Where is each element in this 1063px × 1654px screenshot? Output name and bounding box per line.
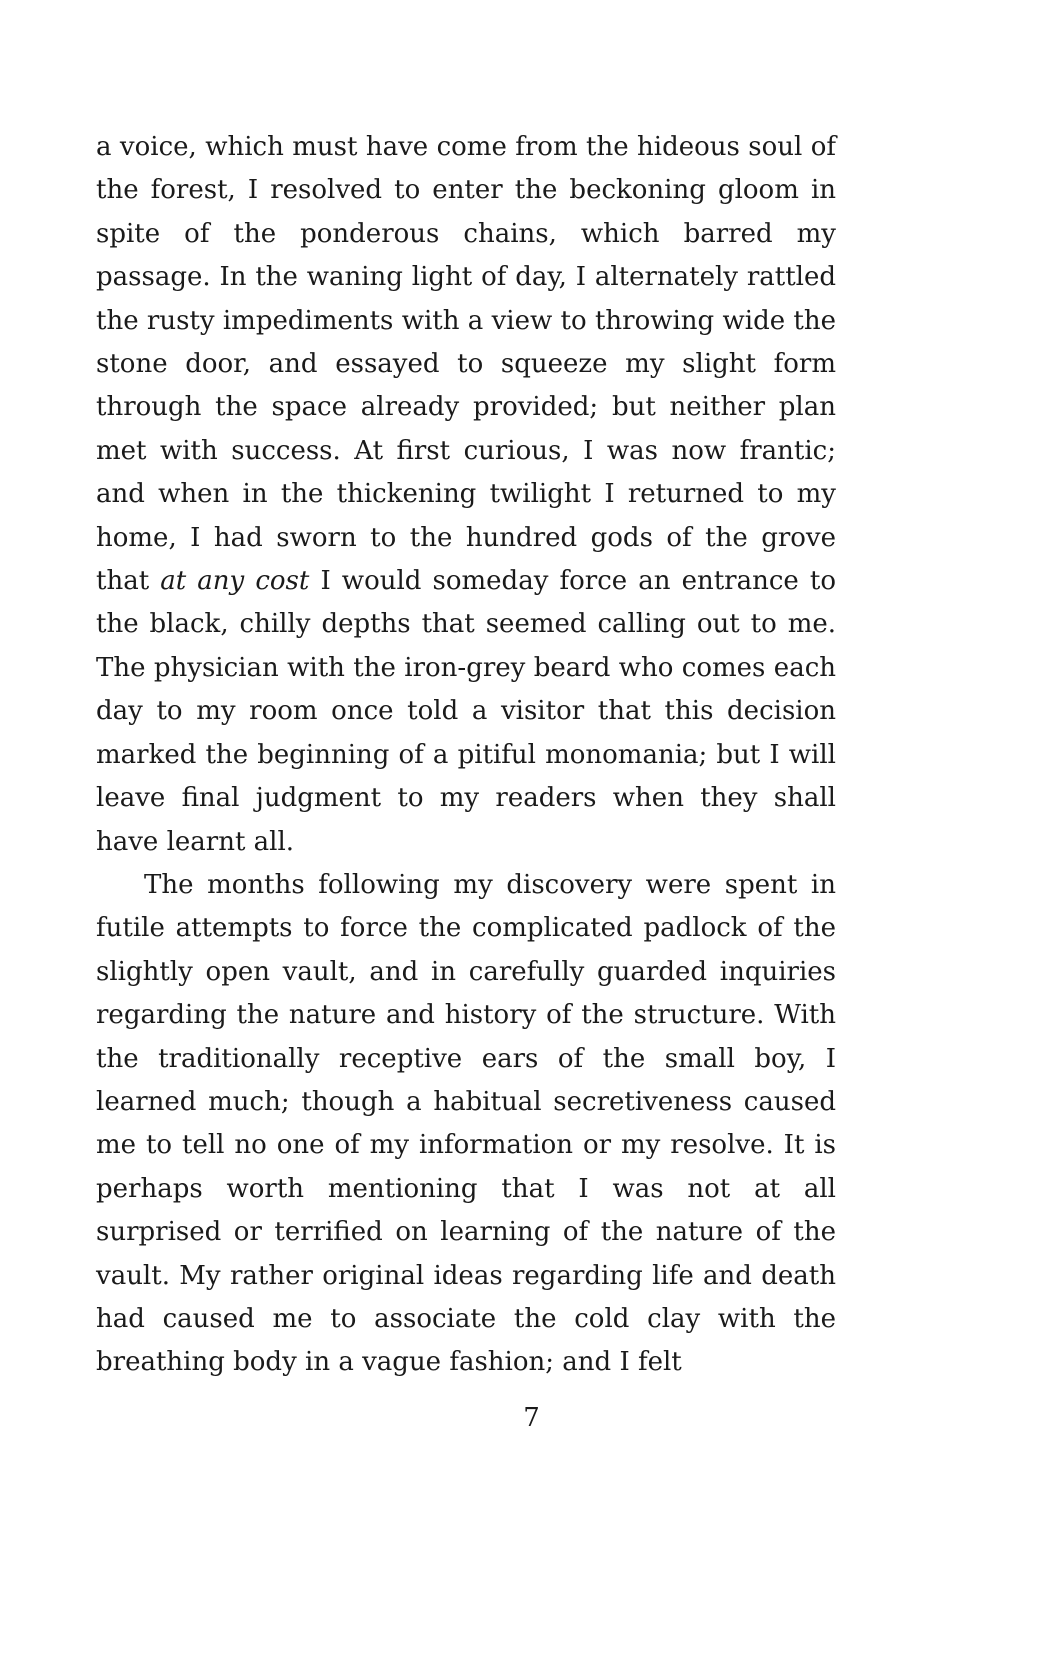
paragraph-2: The months following my discovery were spent in futile attempts to force the complicated padlock of the slightly open vault, and in carefully guarded inquiries regarding the nature and history of the structure. With the traditionally receptive ears of the small boy, I learned much; though a habitual secretiveness caused me to tell no one of my information or my resolve. It is perhaps worth mentioning that I was not at all surprised or terrified on learning of the nature of the vault. My rather original ideas regarding life and death had caused me to associate the cold clay with the breathing body in a vague fashion; and I felt [96,869,836,1378]
page-number: 7 [523,1403,540,1433]
emphasized-phrase: at any cost [160,566,310,597]
body-text [96,126,836,1385]
paragraph-1-text-start: a voice, which must have come from the hideous soul of the forest, I resolved to enter the beckoning gloom in spite of the ponderous chains, which barred my passage. In the waning light of day, I alternately rattled the rusty impediments with a view to throwing wide the stone door, and essayed to squeeze my slight form through the space already provided; but neither plan met with success. At first curious, I was now frantic; and when in the thickening twilight I returned to my home, I had sworn to the hundred gods of the grove that [96,132,836,597]
paragraph-1-text-end: I would someday force an entrance to the black, chilly depths that seemed calling out to me. The physician with the iron-grey beard who comes each day to my room once told a visitor that this decision marked the beginning of a pitiful monomania; but I will leave final judgment to my readers when they shall have learnt all. [96,566,836,857]
paragraph-1 [96,126,836,864]
